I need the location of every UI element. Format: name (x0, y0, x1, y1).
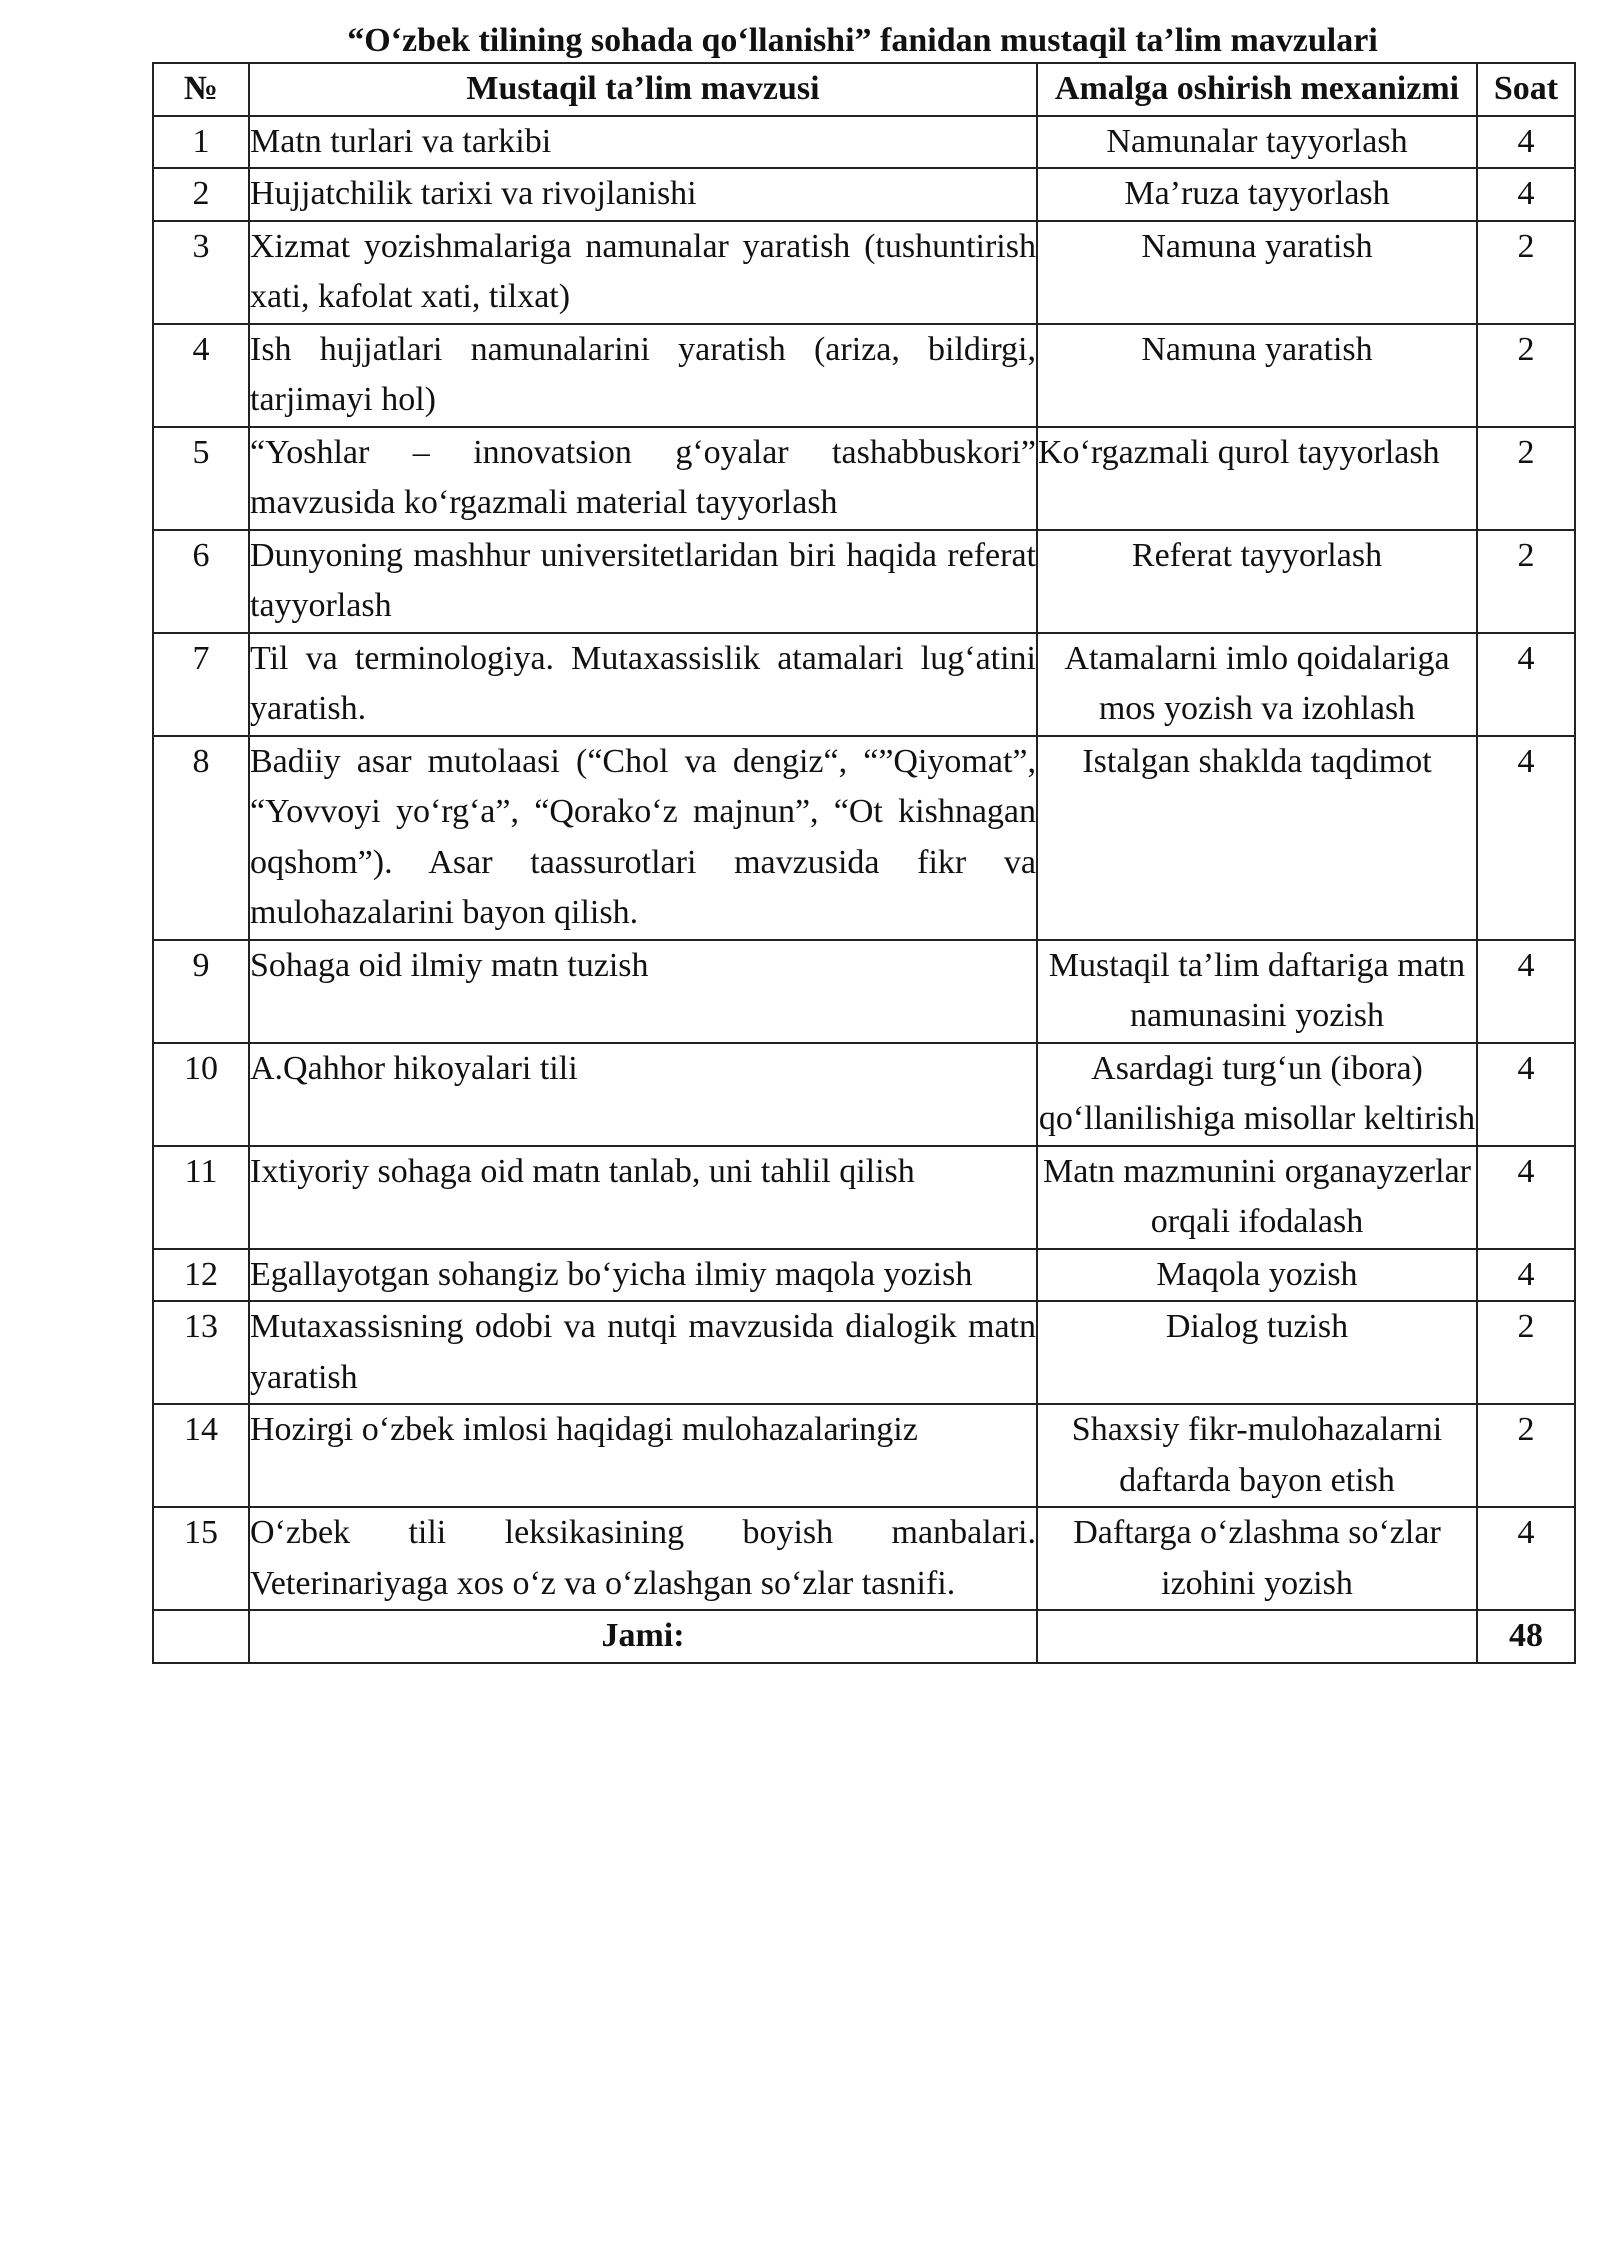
table-row (153, 940, 1575, 1043)
row-number: 5 (153, 427, 249, 530)
row-mechanism: Ko‘rgazmali qurol tayyorlash (1037, 427, 1477, 530)
total-empty-mechanism (1037, 1610, 1477, 1663)
row-topic: O‘zbek tili leksikasining boyish manbalari. Veterinariyaga xos o‘z va o‘zlashgan so‘zlar tasnifi. (249, 1507, 1037, 1610)
row-hours: 4 (1477, 116, 1575, 169)
row-mechanism: Namunalar tayyorlash (1037, 116, 1477, 169)
row-topic: Hozirgi o‘zbek imlosi haqidagi mulohazalaringiz (249, 1404, 1037, 1507)
row-number: 15 (153, 1507, 249, 1610)
row-number: 3 (153, 221, 249, 324)
independent-study-table (152, 62, 1576, 1664)
table-row (153, 1404, 1575, 1507)
row-topic: Badiiy asar mutolaasi (“Chol va dengiz“, “”Qiyomat”, “Yovvoyi yo‘rg‘a”, “Qorako‘z majnun”, “Ot kishnagan oqshom”). Asar taassurotlari mavzusida fikr va mulohazalarini bayon qilish. (249, 736, 1037, 940)
row-topic: Til va terminologiya. Mutaxassislik atamalari lug‘atini yaratish. (249, 633, 1037, 736)
document-title: “O‘zbek tilining sohada qo‘llanishi” fanidan mustaqil ta’lim mavzulari (347, 22, 1378, 59)
total-row (153, 1610, 1575, 1663)
total-hours: 48 (1477, 1610, 1575, 1663)
table-row (153, 168, 1575, 221)
row-topic: Dunyoning mashhur universitetlaridan biri haqida referat tayyorlash (249, 530, 1037, 633)
row-topic: Egallayotgan sohangiz bo‘yicha ilmiy maqola yozish (249, 1249, 1037, 1302)
row-mechanism: Atamalarni imlo qoidalariga mos yozish va izohlash (1037, 633, 1477, 736)
header-row (153, 63, 1575, 116)
row-topic: “Yoshlar – innovatsion g‘oyalar tashabbuskori” mavzusida ko‘rgazmali material tayyorlash (249, 427, 1037, 530)
row-topic: Ish hujjatlari namunalarini yaratish (ariza, bildirgi, tarjimayi hol) (249, 324, 1037, 427)
row-mechanism: Ma’ruza tayyorlash (1037, 168, 1477, 221)
row-mechanism: Shaxsiy fikr-mulohazalarni daftarda bayon etish (1037, 1404, 1477, 1507)
row-number: 9 (153, 940, 249, 1043)
row-number: 2 (153, 168, 249, 221)
row-hours: 4 (1477, 736, 1575, 940)
row-topic: Xizmat yozishmalariga namunalar yaratish (tushuntirish xati, kafolat xati, tilxat) (249, 221, 1037, 324)
table-row (153, 116, 1575, 169)
table-body (153, 116, 1575, 1663)
header-mechanism: Amalga oshirish mexanizmi (1037, 63, 1477, 116)
row-mechanism: Istalgan shaklda taqdimot (1037, 736, 1477, 940)
table-row (153, 1249, 1575, 1302)
row-number: 10 (153, 1043, 249, 1146)
row-mechanism: Namuna yaratish (1037, 324, 1477, 427)
row-number: 8 (153, 736, 249, 940)
row-hours: 4 (1477, 633, 1575, 736)
row-number: 14 (153, 1404, 249, 1507)
row-number: 7 (153, 633, 249, 736)
row-topic: A.Qahhor hikoyalari tili (249, 1043, 1037, 1146)
row-topic: Sohaga oid ilmiy matn tuzish (249, 940, 1037, 1043)
row-topic: Mutaxassisning odobi va nutqi mavzusida dialogik matn yaratish (249, 1301, 1037, 1404)
row-mechanism: Mustaqil ta’lim daftariga matn namunasini yozish (1037, 940, 1477, 1043)
row-mechanism: Maqola yozish (1037, 1249, 1477, 1302)
row-hours: 4 (1477, 1249, 1575, 1302)
table-row (153, 221, 1575, 324)
row-hours: 4 (1477, 168, 1575, 221)
row-hours: 2 (1477, 427, 1575, 530)
row-mechanism: Asardagi turg‘un (ibora) qo‘llanilishiga misollar keltirish (1037, 1043, 1477, 1146)
row-hours: 4 (1477, 940, 1575, 1043)
table-header (153, 63, 1575, 116)
row-hours: 2 (1477, 221, 1575, 324)
row-mechanism: Daftarga o‘zlashma so‘zlar izohini yozish (1037, 1507, 1477, 1610)
row-hours: 4 (1477, 1146, 1575, 1249)
table-row (153, 530, 1575, 633)
row-topic: Hujjatchilik tarixi va rivojlanishi (249, 168, 1037, 221)
table-row (153, 1146, 1575, 1249)
row-mechanism: Namuna yaratish (1037, 221, 1477, 324)
table-row (153, 633, 1575, 736)
row-hours: 2 (1477, 530, 1575, 633)
row-number: 11 (153, 1146, 249, 1249)
table-row (153, 1301, 1575, 1404)
row-topic: Ixtiyoriy sohaga oid matn tanlab, uni tahlil qilish (249, 1146, 1037, 1249)
header-number: № (153, 63, 249, 116)
total-empty-number (153, 1610, 249, 1663)
header-hours: Soat (1477, 63, 1575, 116)
row-number: 12 (153, 1249, 249, 1302)
table-row (153, 1507, 1575, 1610)
row-mechanism: Referat tayyorlash (1037, 530, 1477, 633)
row-hours: 2 (1477, 324, 1575, 427)
row-mechanism: Dialog tuzish (1037, 1301, 1477, 1404)
row-hours: 4 (1477, 1043, 1575, 1146)
row-number: 13 (153, 1301, 249, 1404)
row-mechanism: Matn mazmunini organayzerlar orqali ifodalash (1037, 1146, 1477, 1249)
row-hours: 4 (1477, 1507, 1575, 1610)
row-topic: Matn turlari va tarkibi (249, 116, 1037, 169)
table-row (153, 427, 1575, 530)
table-row (153, 1043, 1575, 1146)
row-number: 6 (153, 530, 249, 633)
row-hours: 2 (1477, 1404, 1575, 1507)
total-label: Jami: (249, 1610, 1037, 1663)
row-number: 4 (153, 324, 249, 427)
row-number: 1 (153, 116, 249, 169)
header-topic: Mustaqil ta’lim mavzusi (249, 63, 1037, 116)
table-row (153, 324, 1575, 427)
table-row (153, 736, 1575, 940)
row-hours: 2 (1477, 1301, 1575, 1404)
